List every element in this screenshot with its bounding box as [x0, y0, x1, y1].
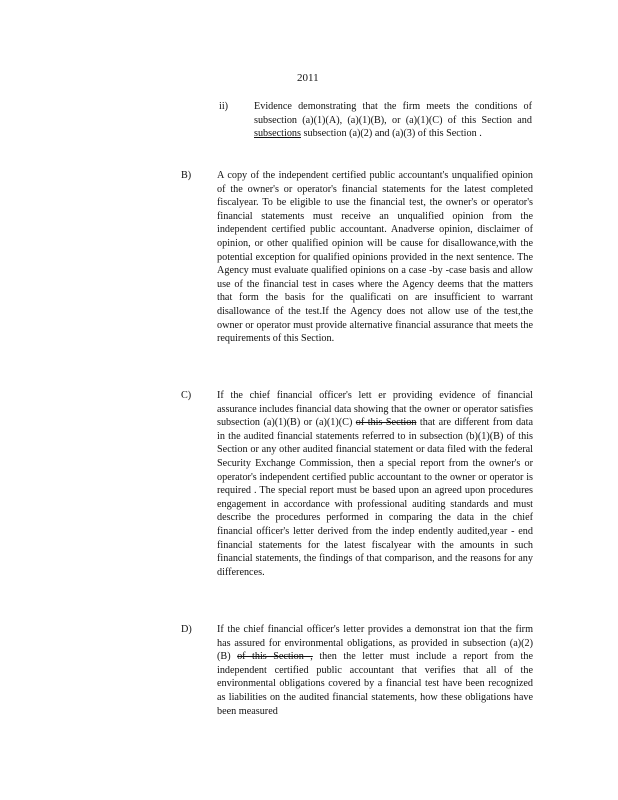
item-body [217, 623, 533, 718]
item-text: that are different from data in the audited financial statements referred to in subsection (b)(1)(B) of this Section or any other audited financial statement or data filed with the federal Security Exchange Commission, then a special report from the owner's or operator's independent certified public accountant to the owner or operator is required . The special report must be based upon an agreed upon procedures engagement in accordance with professional auditing standards and must describe the procedures performed in comparing the data in the chief financial officer's letter derived from the indep endently audited,year - end financial statements for the latest fiscalyear with the amounts in such financial statements, the findings of that comparison, and the reasons for any differences. [217, 417, 534, 578]
item-text: Evidence demonstrating that the firm meets the conditions of subsection (a)(1)(A), (a)(1)(B), or (a)(1)(C) of this Section and [254, 101, 532, 126]
struck-deletion: of this Section , [237, 651, 313, 663]
item-marker: ii) [219, 101, 229, 112]
item-text: subsection (a)(2) and (a)(3) of this Section . [300, 128, 482, 140]
item-text: If the chief financial officer's lett er providing evidence of financial assurance includes financial data showing that the owner or operator satisfies subsection (a)(1)(B) or (a)(1)(C) [217, 390, 533, 429]
item-body [254, 100, 532, 141]
item-marker: C) [181, 390, 192, 401]
page-number: 2011 [297, 72, 319, 84]
item-text: If the chief financial officer's letter provides a demonstrat ion that the firm has assured for environmental obligations, as provided in subsection (a)(2)(B) [217, 624, 533, 663]
item-body [217, 389, 533, 579]
item-marker: B) [181, 170, 192, 181]
item-marker: D) [181, 624, 192, 635]
item-text: then the letter must include a report from the independent certified public accountant that verifies that all of the environmental obligations covered by a financial test have been recognized as liabilities on the audited financial statements, how these obligations have been measured [217, 651, 533, 717]
struck-deletion: of this Section [355, 417, 417, 429]
item-body: A copy of the independent certified public accountant's unqualified opinion of the owner's or operator's financial statements for the latest completed fiscalyear. To be eligible to use the financial test, the owner's or operator's financial statements must receive an unqualified opinion from the independent certified public accountant. Anadverse opinion, disclaimer of opinion, or other qualified opinion will be cause for disallowance,with the potential exception for qualified opinions provided in the next sentence. The Agency must evaluate qualified opinions on a case -by -case basis and allow use of the financial test in cases where the Agency deems that the matters that form the basis for the qualificati on are insufficient to warrant disallowance of the test.If the Agency does not allow use of the test,the owner or operator must provide alternative financial assurance that meets the requirements of this Section. [217, 170, 533, 345]
underlined-insertion: subsections [254, 128, 301, 140]
